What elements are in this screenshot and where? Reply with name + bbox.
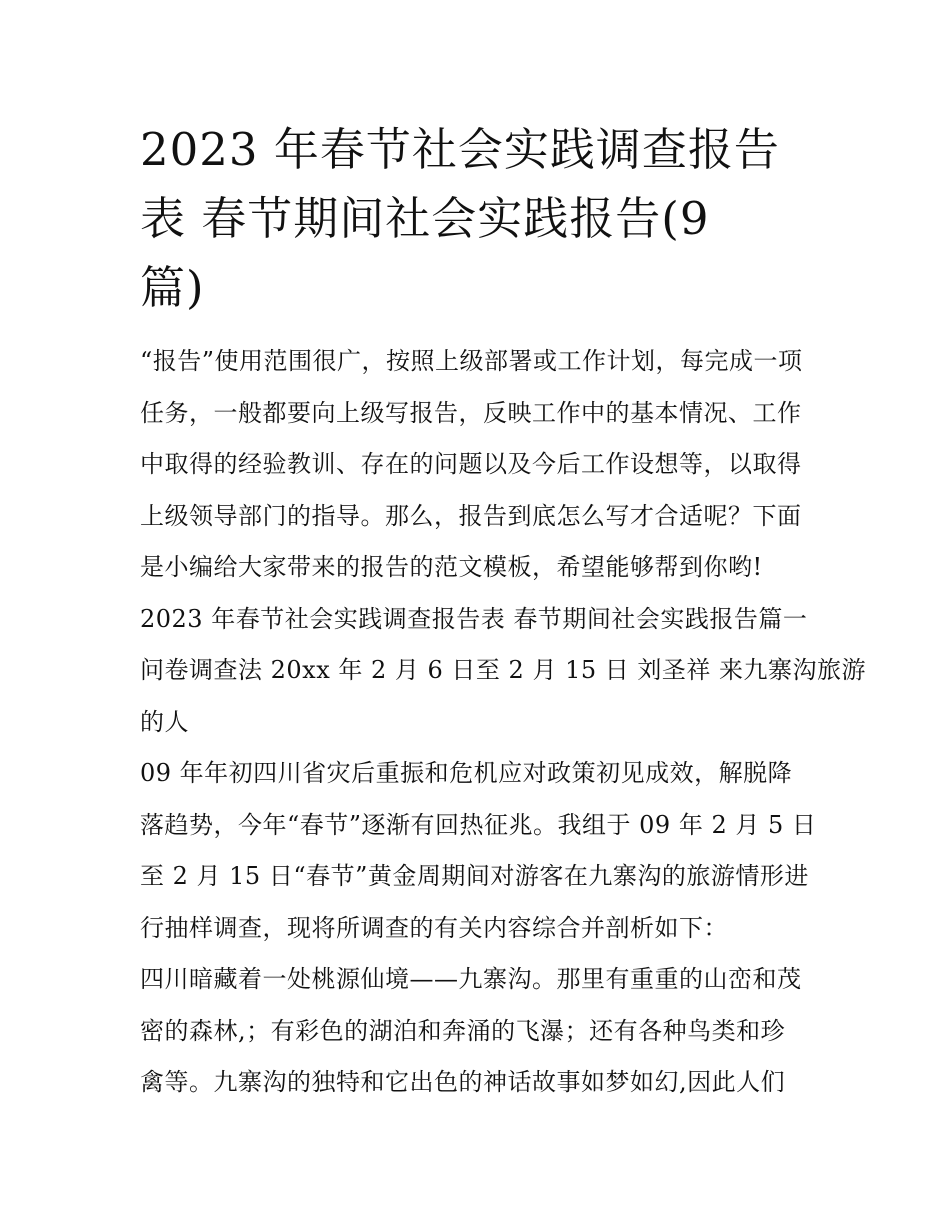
title-line: 篇) xyxy=(140,261,205,314)
body-line: 落趋势，今年“春节”逐渐有回热征兆。我组于 09 年 2 月 5 日 xyxy=(140,810,817,839)
body-line: “报告”使用范围很广，按照上级部署或工作计划，每完成一项 xyxy=(140,347,803,375)
body-line: 问卷调查法 20xx 年 2 月 6 日至 2 月 15 日 刘圣祥 来九寨沟旅游 xyxy=(140,656,867,684)
body-line: 密的森林,；有彩色的湖泊和奔涌的飞瀑；还有各种鸟类和珍 xyxy=(140,1016,786,1045)
title-line: 2023 年春节社会实践调查报告 xyxy=(140,123,780,176)
body-line: 是小编给大家带来的报告的范文模板，希望能够帮到你哟! xyxy=(140,553,763,581)
body-line: 禽等。九寨沟的独特和它出色的神话故事如梦如幻,因此人们 xyxy=(140,1068,786,1096)
title-line: 表 春节期间社会实践报告(9 xyxy=(140,192,710,245)
document-title xyxy=(140,115,812,322)
body-line: 行抽样调查，现将所调查的有关内容综合并剖析如下： xyxy=(140,913,728,942)
document-body xyxy=(140,336,867,1109)
document-page xyxy=(140,115,867,1109)
body-line: 任务，一般都要向上级写报告，反映工作中的基本情况、工作 xyxy=(140,398,802,427)
body-line: 四川暗藏着一处桃源仙境——九寨沟。那里有重重的山峦和茂 xyxy=(140,965,802,993)
body-line: 中取得的经验教训、存在的问题以及今后工作设想等，以取得 xyxy=(140,450,802,478)
body-line: 上级领导部门的指导。那么，报告到底怎么写才合适呢？下面 xyxy=(140,501,802,530)
section-heading-line: 2023 年春节社会实践调查报告表 春节期间社会实践报告篇一 xyxy=(140,604,808,633)
body-line: 的人 xyxy=(140,707,189,736)
body-line: 09 年年初四川省灾后重振和危机应对政策初见成效，解脱降 xyxy=(140,759,793,787)
body-line: 至 2 月 15 日“春节”黄金周期间对游客在九寨沟的旅游情形进 xyxy=(140,862,809,890)
